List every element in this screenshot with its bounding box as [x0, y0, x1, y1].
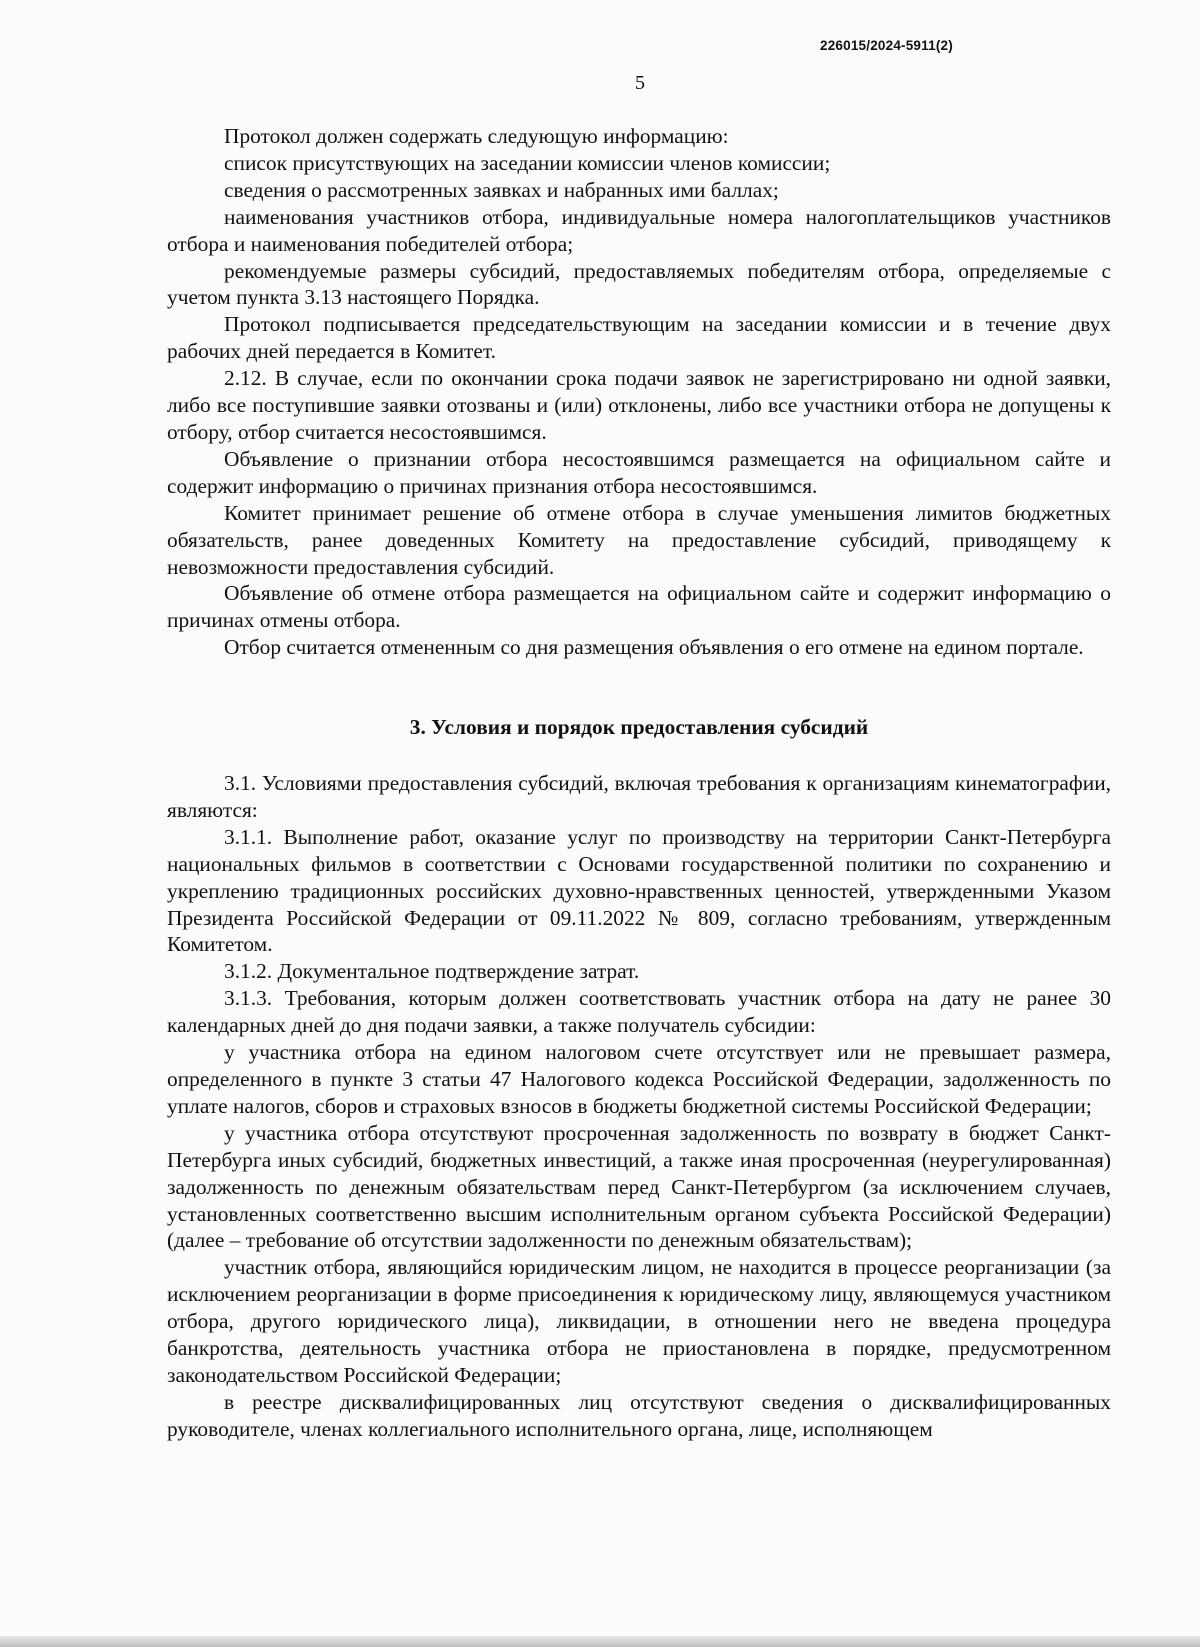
paragraph: сведения о рассмотренных заявках и набранных ими баллах;: [224, 177, 779, 202]
paragraph: 3.1.1. Выполнение работ, оказание услуг по производству на территории Санкт-Петербурга национальных фильмов в соответствии с Основами государственной политики по сохранению и укреплению традиционных российских духовно-нравственных ценностей, утвержденными Указом Президента Российской Федерации от 09.11.2022 № 809, согласно требованиям, утвержденным Комитетом.: [167, 824, 1111, 957]
scan-bottom-edge: [0, 1636, 1200, 1647]
paragraph: Протокол подписывается председательствующим на заседании комиссии и в течение двух рабочих дней передается в Комитет.: [167, 312, 1111, 364]
paragraph: список присутствующих на заседании комиссии членов комиссии;: [224, 150, 831, 175]
document-id: 226015/2024-5911(2): [820, 38, 953, 53]
paragraph: у участника отбора отсутствуют просроченная задолженность по возврату в бюджет Санкт-Петербурга иных субсидий, бюджетных инвестиций, а также иная просроченная (неурегулированная) задолженность по денежным обязательствам перед Санкт-Петербургом (за исключением случаев, установленных соответственно высшим исполнительным органом субъекта Российской Федерации) (далее – требование об отсутствии задолженности по денежным обязательствам);: [167, 1120, 1111, 1253]
page-number: 5: [635, 72, 645, 94]
body-text-top: [167, 123, 1111, 661]
paragraph: 3.1.2. Документальное подтверждение затрат.: [224, 959, 640, 984]
paragraph: рекомендуемые размеры субсидий, предоставляемых победителям отбора, определяемые с учетом пункта 3.13 настоящего Порядка.: [167, 258, 1111, 310]
paragraph: 2.12. В случае, если по окончании срока подачи заявок не зарегистрировано ни одной заявки, либо все поступившие заявки отозваны и (или) отклонены, либо все участники отбора не допущены к отбору, отбор считается несостоявшимся.: [167, 366, 1111, 444]
section-title: 3. Условия и порядок предоставления субсидий: [409, 715, 869, 739]
paragraph: Комитет принимает решение об отмене отбора в случае уменьшения лимитов бюджетных обязательств, ранее доведенных Комитету на предоставление субсидий, приводящему к невозможности предоставления субсидий.: [167, 500, 1111, 579]
paragraph: Объявление о признании отбора несостоявшимся размещается на официальном сайте и содержит информацию о причинах признания отбора несостоявшимся.: [167, 446, 1111, 498]
paragraph: Отбор считается отмененным со дня размещения объявления о его отмене на едином портале.: [224, 635, 1084, 660]
paragraph: Протокол должен содержать следующую информацию:: [224, 124, 729, 148]
paragraph: 3.1.3. Требования, которым должен соответствовать участник отбора на дату не ранее 30 календарных дней до дня подачи заявки, а также получатель субсидии:: [167, 986, 1111, 1038]
paragraph: у участника отбора на едином налоговом счете отсутствует или не превышает размера, определенного в пункте 3 статьи 47 Налогового кодекса Российской Федерации, задолженность по уплате налогов, сборов и страховых взносов в бюджеты бюджетной системы Российской Федерации;: [167, 1040, 1111, 1118]
paragraph: участник отбора, являющийся юридическим лицом, не находится в процессе реорганизации (за исключением реорганизации в форме присоединения к юридическому лицу, являющемуся участником отбора, другого юридического лица), ликвидации, в отношении него не введена процедура банкротства, деятельность участника отбора не приостановлена в порядке, предусмотренном законодательством Российской Федерации;: [167, 1255, 1111, 1387]
body-text-section: [167, 770, 1111, 1443]
paragraph: в реестре дисквалифицированных лиц отсутствуют сведения о дисквалифицированных руководителе, членах коллегиального исполнительного органа, лице, исполняющем: [167, 1389, 1111, 1441]
paragraph: наименования участников отбора, индивидуальные номера налогоплательщиков участников отбора и наименования победителей отбора;: [167, 204, 1111, 256]
paragraph: 3.1. Условиями предоставления субсидий, включая требования к организациям кинематографии, являются:: [167, 771, 1111, 822]
paragraph: Объявление об отмене отбора размещается на официальном сайте и содержит информацию о причинах отмены отбора.: [167, 581, 1111, 633]
